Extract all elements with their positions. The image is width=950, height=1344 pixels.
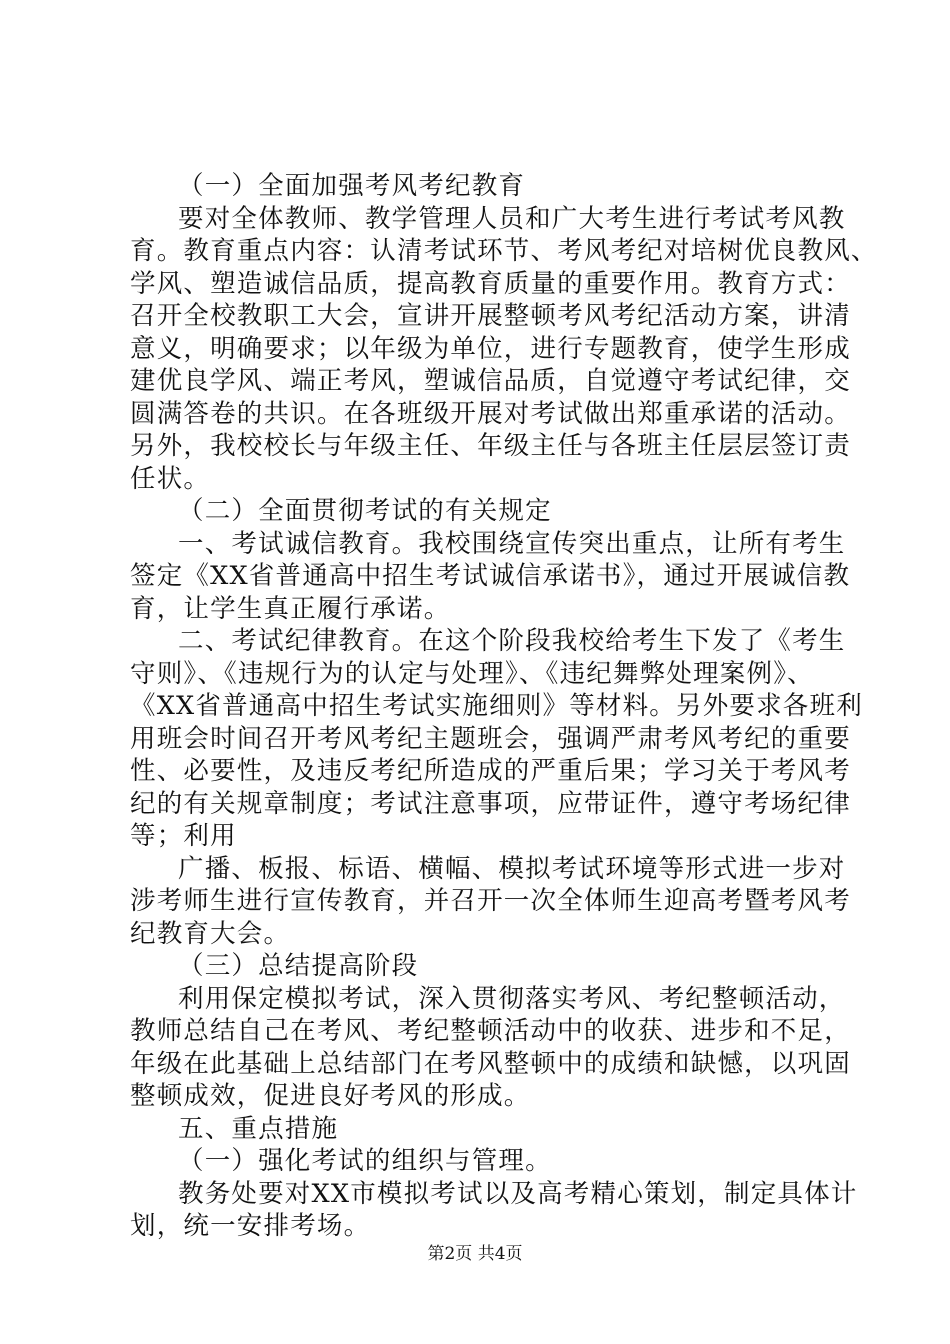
text-line: 《XX省普通高中招生考试实施细则》等材料。另外要求各班利 bbox=[130, 691, 863, 721]
text-line: 教师总结自己在考风、考纪整顿活动中的收获、进步和不足， bbox=[130, 1016, 851, 1046]
text-line: 划，统一安排考场。 bbox=[130, 1211, 371, 1241]
text-line: 等；利用 bbox=[130, 821, 237, 851]
text-line: 年级在此基础上总结部门在考风整顿中的成绩和缺憾，以巩固 bbox=[130, 1048, 851, 1079]
text-line: （三）总结提高阶段 bbox=[178, 951, 419, 981]
text-line: 五、重点措施 bbox=[178, 1113, 339, 1144]
text-line: 纪的有关规章制度；考试注意事项，应带证件，遵守考场纪律 bbox=[130, 788, 851, 819]
text-line: 签定《XX省普通高中招生考试诚信承诺书》，通过开展诚信教 bbox=[130, 561, 851, 591]
text-line: 广播、板报、标语、横幅、模拟考试环境等形式进一步对 bbox=[178, 853, 846, 884]
text-line: 利用保定模拟考试，深入贯彻落实考风、考纪整顿活动， bbox=[178, 983, 846, 1014]
text-line: （二）全面贯彻考试的有关规定 bbox=[178, 496, 552, 526]
page-footer: 第2页 共4页 bbox=[427, 1244, 523, 1264]
text-line: 圆满答卷的共识。在各班级开展对考试做出郑重承诺的活动。 bbox=[130, 398, 851, 429]
text-line: 任状。 bbox=[130, 463, 211, 494]
text-line: 育，让学生真正履行承诺。 bbox=[130, 593, 451, 624]
text-line: 用班会时间召开考风考纪主题班会，强调严肃考风考纪的重要 bbox=[130, 723, 851, 754]
text-line: 整顿成效，促进良好考风的形成。 bbox=[130, 1081, 531, 1111]
text-line: 召开全校教职工大会，宣讲开展整顿考风考纪活动方案，讲清 bbox=[130, 301, 851, 331]
text-line: 涉考师生进行宣传教育，并召开一次全体师生迎高考暨考风考 bbox=[130, 886, 851, 916]
text-line: 育。教育重点内容：认清考试环节、考风考纪对培树优良教风、 bbox=[130, 236, 878, 266]
text-line: （一）强化考试的组织与管理。 bbox=[178, 1146, 552, 1176]
text-line: 纪教育大会。 bbox=[130, 918, 291, 949]
text-line: 守则》、《违规行为的认定与处理》、《违纪舞弊处理案例》、 bbox=[130, 658, 814, 689]
text-line: 要对全体教师、教学管理人员和广大考生进行考试考风教 bbox=[178, 203, 846, 234]
text-line: 学风、塑造诚信品质，提高教育质量的重要作用。教育方式： bbox=[130, 268, 851, 299]
text-line: 一、考试诚信教育。我校围绕宣传突出重点，让所有考生 bbox=[178, 528, 846, 559]
text-line: 教务处要对XX市模拟考试以及高考精心策划，制定具体计 bbox=[178, 1178, 858, 1209]
document-body bbox=[130, 170, 878, 1243]
text-line: （一）全面加强考风考纪教育 bbox=[178, 171, 526, 201]
text-line: 二、考试纪律教育。在这个阶段我校给考生下发了《考生 bbox=[178, 626, 846, 656]
text-line: 性、必要性，及违反考纪所造成的严重后果；学习关于考风考 bbox=[130, 756, 851, 786]
text-line: 意义，明确要求；以年级为单位，进行专题教育，使学生形成 bbox=[130, 333, 851, 364]
text-line: 另外，我校校长与年级主任、年级主任与各班主任层层签订责 bbox=[130, 431, 851, 461]
text-line: 建优良学风、端正考风，塑诚信品质，自觉遵守考试纪律，交 bbox=[130, 366, 851, 396]
